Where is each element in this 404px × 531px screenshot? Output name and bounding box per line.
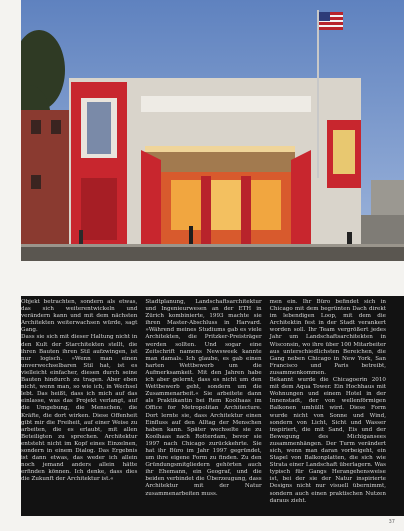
article-column-1: Objekt betrachten, sondern als etwas, das sich weiterentwickeln und verändern kann und mit dem nächsten Architekten weiterwachsen würde, sagt Gang. Dass sie sich mit dieser Haltung nicht in den Kult der Starchitekten stellt, die ihren Bauten ihren Stil aufzwingen, ist nur logisch. »Wenn man einen unverwechselbaren Stil hat, ist es vielleicht einfacher, diesen durch seine Bauten hindurch zu tragen. Aber eben nicht, wenn man, so wie ich, in Wechsel lebt. Das heißt, dass ich mich auf das einlasse, was das Projekt verlangt, auf die Umgebung, die Menschen, die Kräfte, die dort wirken. Diese Offenheit gibt mir die Freiheit, auf einer Weise zu arbeiten, die es erlaubt, mit allen Beteiligten zu sprechen. Architektur entsteht nicht im Kopf eines Einzelnen, sondern in einem Dialog. Das Ergebnis ist dann etwas, das weder ich allein noch jemand anders allein hätte erfinden können. Ich denke, dass dies die Zukunft der Architektur ist.« [21, 299, 138, 483]
article-column-2: Stadtplanung, Landschaftsarchitektur und Ingenieurwesen an der ETH in Zürich kombinierte, 1993 machte sie ihren Master-Abschluss in Harvard. »Während meines Studiums gab es viele Architekten, die Pritzker-Preisträger werden sollten. Und sogar eine Zeitschrift namens Newsweek kannte man damals. Ich glaube, es gab einen harten Wettbewerb um die Aufmerksamkeit. Mit den Jahren habe ich aber gelernt, dass es nicht um den Wettbewerb geht, sondern um die Zusammenarbeit.« Sie arbeitete dann als Praktikantin bei Rem Koolhaas im Office for Metropolitan Architecture. Dort lernte sie, dass Architektur einen Einfluss auf den Alltag der Menschen haben kann. Später wechselte sie zu Koolhaas nach Rotterdam, bevor sie 1997 nach Chicago zurückkehrte. Sie hat ihr Büro im Jahr 1997 gegründet, um ihre eigene Form zu finden. Zu den Gründungsmitgliedern gehörten auch ihr Ehemann, ein Geograf, und die beiden verbindet die Überzeugung, dass Architektur mit der Natur zusammenarbeiten muss. [145, 299, 262, 497]
page-number: 37 [388, 519, 395, 525]
building-photo [21, 0, 404, 261]
article-columns [21, 299, 386, 505]
article-column-3: men ein. Ihr Büro befindet sich in Chicago mit dem begrünten Dach direkt im lebendigen Loop, mit dem die Architektin fest in der Stadt verankert worden soll. Ihr Team vergrößert jedes Jahr um Landschaftsarchitekten in Wisconsin, wo ihre über 100 Mitarbeiter aus unterschiedlichsten Bereichen, die Gang neben Chicago in New York, San Francisco und Paris betreibt, zusammenkommen. Bekannt wurde die Chicagoerin 2010 mit dem Aqua Tower. Ein Hochhaus mit Wohnungen und einem Hotel in der Innenstadt, der von wellenförmigen Balkonen umhüllt wird. Diese Form wurde nicht von Sonne und Wind, sondern von Licht, Sicht und Wasser inspiriert, die mit Sand, Eis und der Bewegung des Michigansees zusammenhängen. Der Turm verändert sich, wenn man daran vorbeigeht, ein Stapel von Balkonplatten, die sich wie Strata einer Landschaft überlagern. Was typisch für Gangs Herangehensweise ist, bei der sie der Natur inspirierte Designs nicht nur visuell übernimmt, sondern auch einen praktischen Nutzen daraus zieht. [269, 299, 386, 504]
